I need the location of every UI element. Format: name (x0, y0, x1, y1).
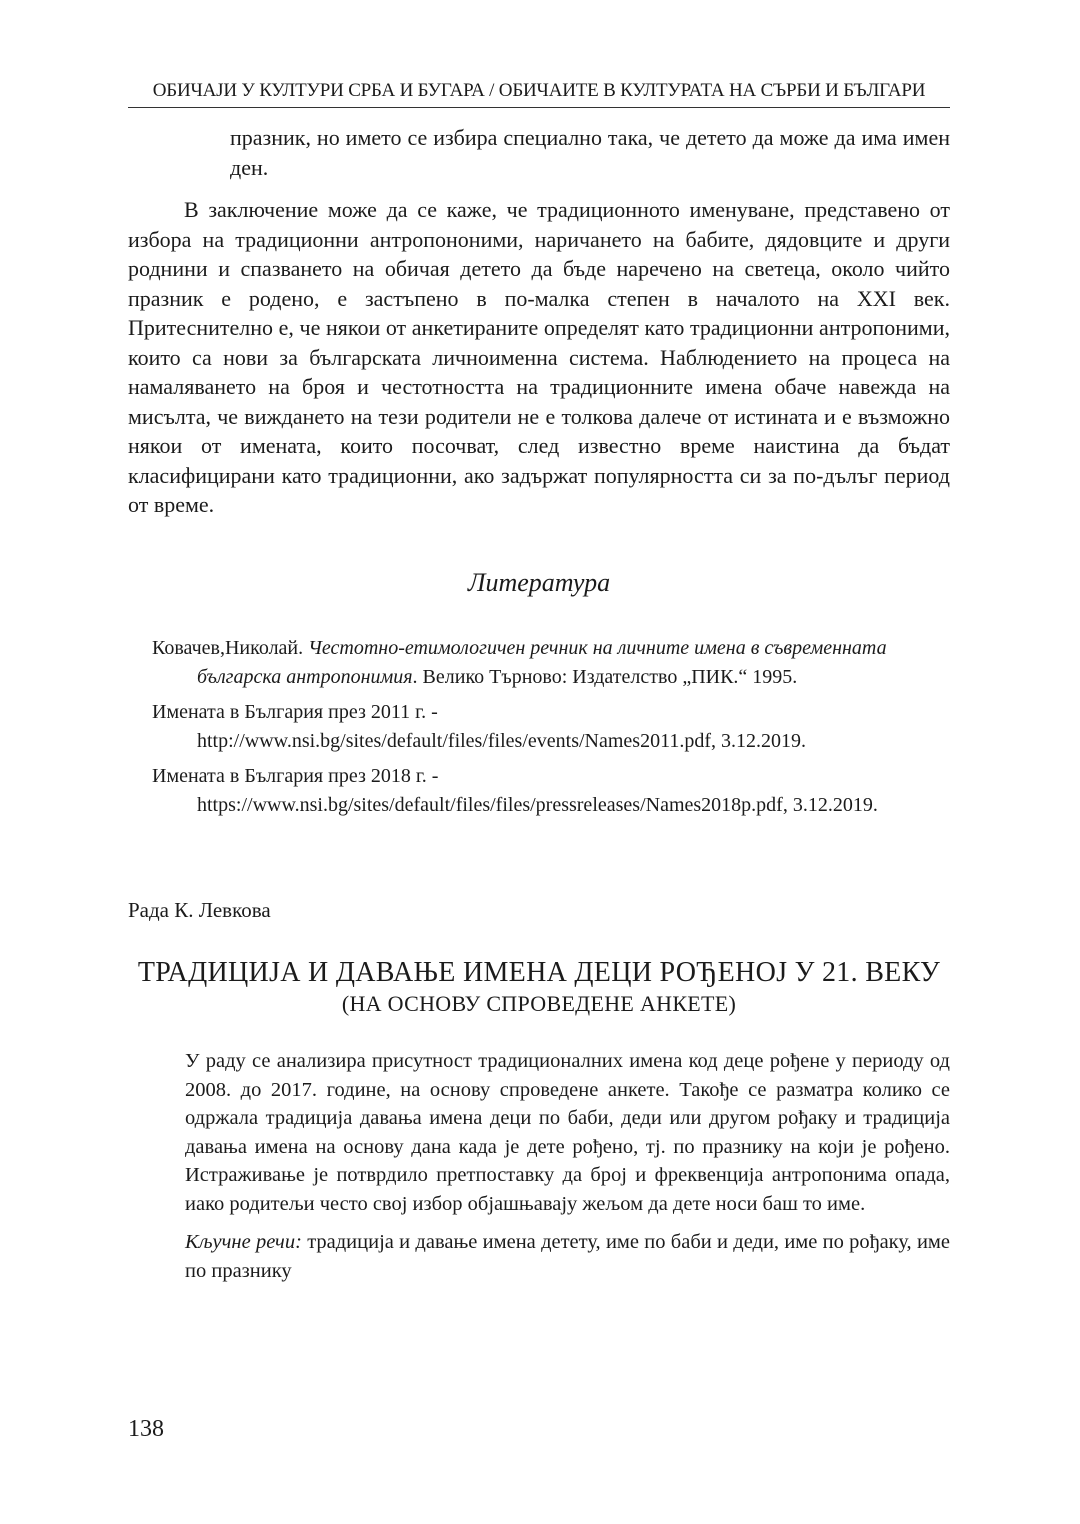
literature-heading: Литература (467, 568, 611, 597)
running-header: ОБИЧАЈИ У КУЛТУРИ СРБА И БУГАРА / ОБИЧАИТЕ В КУЛТУРАТА НА СЪРБИ И БЪЛГАРИ (128, 80, 950, 108)
page-number: 138 (128, 1416, 164, 1442)
abstract-paragraph: У раду се анализира присутност традиционалних имена код деце рођене у периоду од 2008. до 2017. године, на основу спроведене анкете. Такође се разматра колико се одржала традиција давања имена деци по баби, деди или другом рођаку и традиција давања имена на основу дана када је дете рођено, тј. по празнику на који је рођено. Истраживање је потврдило претпоставку да број и фреквенција антропонима опада, иако родитељи често свој избор објашњавају жељом да дете носи баш то име. (185, 1050, 950, 1215)
reference-list (152, 634, 950, 826)
article-title: ТРАДИЦИЈА И ДАВАЊЕ ИМЕНА ДЕЦИ РОЂЕНОЈ У 21. ВЕКУ (137, 957, 941, 988)
article-author: Рада К. Левкова (128, 898, 271, 922)
abstract-section (185, 1047, 950, 1295)
reference-title: Честотно-етимологичен речник на личните имена в съвременната българска антропонимия (197, 637, 887, 688)
reference-author: Ковачев,Николай. (152, 637, 309, 659)
reference-item: Имената в България през 2011 г. - http://www.nsi.bg/sites/default/files/files/events/Names2011.pdf, 3.12.2019. (152, 701, 806, 752)
keywords-label: Кључне речи: (185, 1231, 302, 1253)
continuation-paragraph: празник, но името се избира специално така, че детето да може да има имен ден. (230, 125, 950, 180)
keywords-text: традиција и давање имена детету, име по баби и деди, име по рођаку, име по празнику (185, 1231, 950, 1282)
reference-item (152, 634, 950, 692)
reference-item: Имената в България през 2018 г. - https://www.nsi.bg/sites/default/files/files/pressreleases/Names2018p.pdf, 3.12.2019. (152, 765, 878, 816)
conclusion-section (128, 195, 950, 520)
conclusion-paragraph: В заключение може да се каже, че традиционното именуване, представено от избора на традиционни антропононими, наричането на бабите, дядовците и други роднини и спазването на обичая детето да бъде наречено на светеца, около чийто празник е родено, е застъпено в по-малка степен в началото на XXI век. Притеснително е, че някои от анкетираните определят като традиционни антропоними, които са нови за българската личноименна система. Наблюдението на процеса на намаляването на броя и честотността на традиционните имена обаче навежда на мисълта, че виждането на тези родители не е толкова далече от истината и е възможно някои от имената, които посочват, след известно време наистина да бъдат класифицирани като традиционни, ако задържат популярността си за по-дълъг период от време. (128, 197, 950, 517)
keywords-paragraph (185, 1228, 950, 1285)
article-subtitle: (НА ОСНОВУ СПРОВЕДЕНЕ АНКЕТЕ) (341, 991, 737, 1016)
reference-publisher: . Велико Търново: Издателство „ПИК.“ 1995. (412, 666, 798, 688)
